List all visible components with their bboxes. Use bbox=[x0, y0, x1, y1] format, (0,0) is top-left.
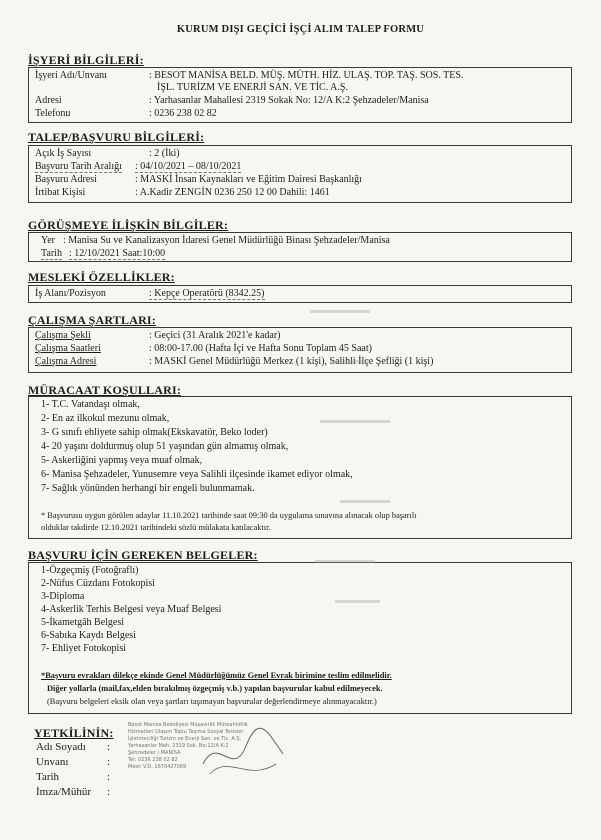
muracaat-item: 5- Askerliğini yapmış veya muaf olmak, bbox=[41, 455, 203, 466]
mesleki-heading: MESLEKİ ÖZELLİKLER: bbox=[28, 270, 175, 284]
muracaat-note-1: * Başvurusu uygun görülen adaylar 11.10.2021 tarihinde saat 09:30 da uygulama sınavına alınacak olup başarılı bbox=[41, 511, 417, 520]
talep-box bbox=[28, 145, 572, 203]
belge-item: 7- Ehliyet Fotokopisi bbox=[41, 643, 126, 654]
talep-acik-label: Açık İş Sayısı bbox=[35, 148, 92, 159]
belge-item: 3-Diploma bbox=[41, 591, 85, 602]
form-title: KURUM DIŞI GEÇİCİ İŞÇİ ALIM TALEP FORMU bbox=[176, 24, 425, 35]
gorusme-yer-label: Yer bbox=[41, 235, 55, 246]
stamp-line: Şehzadeler / MANİSA bbox=[128, 750, 181, 756]
isyeri-telefon-label: Telefonu bbox=[35, 108, 71, 119]
yetkili-colon: : bbox=[107, 771, 111, 783]
talep-adres-label: Başvuru Adresi bbox=[35, 174, 97, 185]
muracaat-heading: MÜRACAAT KOŞULLARI: bbox=[28, 383, 182, 397]
muracaat-item: 7- Sağlık yönünden herhangi bir engeli bulunmamak. bbox=[41, 483, 255, 494]
gorusme-yer-value: : Manisa Su ve Kanalizasyon İdaresi Genel Müdürlüğü Binası Şehzadeler/Manisa bbox=[63, 235, 390, 246]
isyeri-unvan-label: İşyeri Adı/Unvanı bbox=[35, 70, 107, 81]
yetkili-colon: : bbox=[107, 756, 111, 768]
signature-scribble bbox=[198, 724, 288, 784]
belgeler-note-3: (Başvuru belgeleri eksik olan veya şartları taşımayan başvurular değerlendirmeye alınmayacaktır.) bbox=[47, 697, 377, 706]
gorusme-box bbox=[28, 232, 572, 262]
muracaat-item: 2- En az ilkokul mezunu olmak, bbox=[41, 413, 170, 424]
yetkili-unvan-label: Unvanı bbox=[36, 756, 69, 768]
gorusme-tarih-value: : 12/10/2021 Saat:10:00 bbox=[69, 248, 166, 259]
scan-artifact bbox=[300, 300, 440, 640]
calisma-sekli-label: Çalışma Şekli bbox=[35, 330, 91, 341]
belgeler-note-1: *Başvuru evrakları dilekçe ekinde Genel Müdürlüğümüz Genel Evrak birimine teslim edilmelidir. bbox=[41, 671, 392, 680]
calisma-adres-label: Çalışma Adresi bbox=[35, 356, 97, 367]
muracaat-item: 6- Manisa Şehzadeler, Yunusemre veya Salihli ilçesinde ikamet ediyor olmak, bbox=[41, 469, 353, 480]
belge-item: 5-İkametgâh Belgesi bbox=[41, 617, 125, 628]
stamp-line: Tel: 0236 238 02 82 bbox=[128, 757, 178, 763]
yetkili-colon: : bbox=[107, 741, 111, 753]
isyeri-unvan-value-2: İŞL. TURİZM VE ENERJİ SAN. VE TİC. A.Ş. bbox=[157, 82, 348, 93]
talep-irtibat-label: İrtibat Kişisi bbox=[35, 187, 86, 198]
isyeri-box bbox=[28, 67, 572, 123]
yetkili-imza-label: İmza/Mühür bbox=[36, 786, 91, 798]
talep-heading: TALEP/BAŞVURU BİLGİLERİ: bbox=[28, 130, 205, 144]
talep-tarih-value: : 04/10/2021 – 08/10/2021 bbox=[135, 161, 242, 172]
stamp-line: Yarhasanlar Mah. 2319 Sok. No:12/A K:2 bbox=[128, 743, 229, 749]
gorusme-tarih-label: Tarih bbox=[41, 248, 62, 259]
mesleki-alan-label: İş Alanı/Pozisyon bbox=[35, 288, 106, 299]
talep-irtibat-value: : A.Kadir ZENGİN 0236 250 12 00 Dahili: 1461 bbox=[135, 187, 330, 198]
yetkili-adsoyad-label: Adı Soyadı bbox=[36, 741, 86, 753]
stamp-line: Mesir V.D. 1670427069 bbox=[128, 764, 187, 770]
yetkili-heading: YETKİLİNİN: bbox=[34, 726, 114, 740]
isyeri-heading: İŞYERİ BİLGİLERİ: bbox=[28, 53, 144, 67]
belge-item: 4-Askerlik Terhis Belgesi veya Muaf Belgesi bbox=[41, 604, 222, 615]
belgeler-heading: BAŞVURU İÇİN GEREKEN BELGELER: bbox=[28, 548, 258, 562]
mesleki-alan-value: : Kepçe Operatörü (8342.25) bbox=[149, 288, 265, 299]
isyeri-unvan-value-1: : BESOT MANİSA BELD. MÜŞ. MÜTH. HİZ. ULAŞ. TOP. TAŞ. SOS. TES. bbox=[149, 70, 464, 81]
talep-tarih-label: Başvuru Tarih Aralığı bbox=[35, 161, 122, 172]
gorusme-heading: GÖRÜŞMEYE İLİŞKİN BİLGİLER: bbox=[28, 218, 229, 232]
isyeri-adres-label: Adresi bbox=[35, 95, 62, 106]
calisma-sekli-value: : Geçici (31 Aralık 2021'e kadar) bbox=[149, 330, 281, 341]
yetkili-tarih-label: Tarih bbox=[36, 771, 60, 783]
belge-item: 6-Sabıka Kaydı Belgesi bbox=[41, 630, 136, 641]
isyeri-telefon-value: : 0236 238 02 82 bbox=[149, 108, 217, 119]
belge-item: 1-Özgeçmiş (Fotoğraflı) bbox=[41, 565, 139, 576]
muracaat-note-2: olduklar takdirde 12.10.2021 tarihindeki sözlü mülakata katılacaktır. bbox=[41, 523, 271, 532]
company-stamp bbox=[128, 722, 288, 822]
calisma-adres-value: : MASKİ Genel Müdürlüğü Merkez (1 kişi), Salihli İlçe Şefliği (1 kişi) bbox=[149, 356, 434, 367]
calisma-heading: ÇALIŞMA ŞARTLARI: bbox=[28, 313, 156, 327]
stamp-line: Hizmetleri Ulaşım Toplu Taşıma Sosyal Tesisler bbox=[128, 729, 244, 735]
isyeri-adres-value: : Yarhasanlar Mahallesi 2319 Sokak No: 12/A K:2 Şehzadeler/Manisa bbox=[149, 95, 429, 106]
calisma-saat-label: Çalışma Saatleri bbox=[35, 343, 101, 354]
talep-adres-value: : MASKİ İnsan Kaynakları ve Eğitim Dairesi Başkanlığı bbox=[135, 174, 362, 185]
talep-acik-value: : 2 (İki) bbox=[149, 148, 180, 159]
muracaat-item: 3- G sınıfı ehliyete sahip olmak(Ekskavatör, Beko loder) bbox=[41, 427, 268, 438]
belgeler-note-2: Diğer yollarla (mail,fax,elden bırakılmış özgeçmiş v.b.) yapılan başvurular kabul edilmeyecek. bbox=[47, 684, 383, 693]
yetkili-colon: : bbox=[107, 786, 111, 798]
stamp-line: Besot Manisa Belediyesi Müşavirlik Müteahhitlik bbox=[128, 722, 248, 728]
muracaat-item: 1- T.C. Vatandaşı olmak, bbox=[41, 399, 140, 410]
stamp-line: İşletmeciliği Turizm ve Enerji San. ve Tic. A.Ş. bbox=[128, 736, 242, 742]
muracaat-item: 4- 20 yaşını doldurmuş olup 51 yaşından gün almamış olmak, bbox=[41, 441, 289, 452]
belge-item: 2-Nüfus Cüzdanı Fotokopisi bbox=[41, 578, 155, 589]
calisma-saat-value: : 08:00-17.00 (Hafta İçi ve Hafta Sonu Toplam 45 Saat) bbox=[149, 343, 372, 354]
